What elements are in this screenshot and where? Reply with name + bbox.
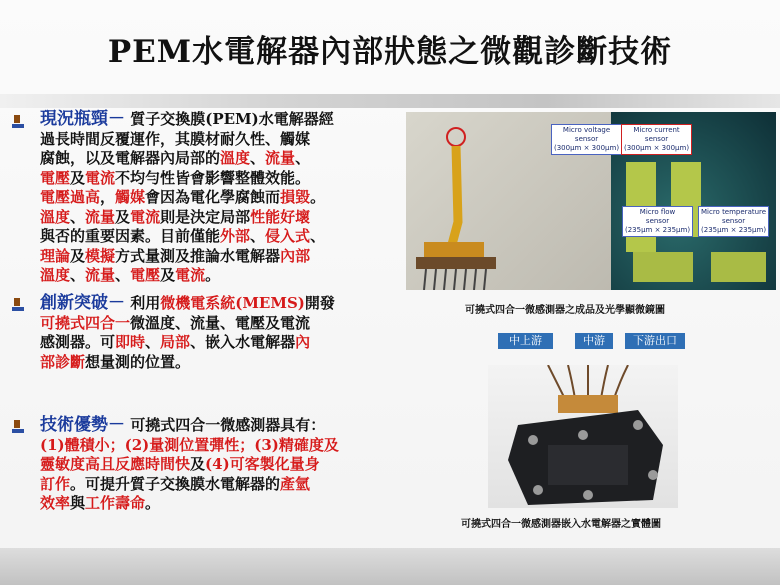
bullet-icon: [12, 420, 24, 434]
electrolyzer-drawing: [488, 365, 678, 508]
text-segment: 、: [250, 149, 266, 167]
text-segment: 可撓式四合一: [40, 313, 131, 332]
sensor-photo-and-micrograph: [406, 112, 776, 290]
text-segment: 訂作: [40, 474, 71, 493]
section-innovation: [40, 294, 335, 372]
text-segment: 性能好壞: [250, 207, 311, 226]
text-segment: 則是決定局部: [160, 207, 251, 226]
text-segment: 微機電系統(MEMS): [160, 294, 305, 312]
text-segment: 及: [70, 246, 86, 265]
text-segment: 電壓: [40, 168, 71, 187]
footer-bar: [0, 548, 780, 585]
section-line: [40, 455, 339, 475]
figure1-caption: 可撓式四合一微感測器之成品及光學顯微鏡圖: [465, 305, 665, 316]
text-segment: 感測器。可: [40, 333, 116, 351]
text-segment: 與: [70, 494, 86, 512]
label-micro-flow: Micro flow sensor (235μm × 235μm): [622, 206, 693, 237]
bullet-icon: [12, 115, 24, 129]
text-segment: 理論: [40, 246, 71, 265]
text-segment: 、: [70, 266, 86, 284]
text-segment: 侵入式: [265, 227, 311, 245]
text-segment: 溫度: [220, 149, 251, 167]
text-segment: 及: [70, 168, 86, 187]
text-segment: 想量測的位置。: [85, 352, 191, 371]
tag-upper-midstream: 中上游: [498, 333, 553, 349]
section-heading: 技術優勢－: [40, 415, 125, 435]
text-segment: 。: [205, 266, 221, 284]
text-segment: 。可提升質子交換膜水電解器的: [70, 474, 281, 493]
text-segment: 、: [115, 266, 131, 284]
text-segment: 利用: [125, 294, 161, 312]
section-line: [40, 294, 335, 314]
section-line: [40, 475, 339, 495]
text-segment: 及: [115, 207, 131, 226]
section-line: [40, 227, 334, 247]
text-segment: (4)可客製化量身: [205, 455, 320, 473]
text-segment: 、: [145, 333, 161, 351]
text-segment: 、: [295, 149, 311, 167]
bullet-icon: [12, 298, 24, 312]
text-segment: 、: [250, 227, 266, 245]
text-segment: 模擬: [85, 246, 116, 265]
section-current-bottleneck: [40, 110, 334, 286]
text-segment: 即時: [115, 333, 146, 351]
section-line: [40, 130, 334, 150]
text-segment: 損毀: [280, 188, 311, 206]
section-line: [40, 247, 334, 267]
figure2-caption: 可撓式四合一微感測器嵌入水電解器之實體圖: [461, 519, 661, 530]
text-segment: 腐蝕，以及電解器內局部的: [40, 149, 221, 167]
text-segment: 工作壽命: [85, 494, 146, 512]
tag-downstream-outlet: 下游出口: [625, 333, 685, 349]
text-segment: 質子交換膜(PEM)水電解器經: [125, 110, 334, 128]
text-segment: 過長時間反覆運作，其膜材耐久性、觸媒: [40, 129, 311, 148]
slide-title: PEM水電解器內部狀態之微觀診斷技術: [107, 34, 673, 70]
section-line: [40, 208, 334, 228]
text-segment: 流量: [85, 207, 116, 226]
section-heading: 創新突破－: [40, 293, 125, 313]
text-segment: 電壓過高: [40, 188, 101, 206]
text-segment: 微溫度、流量、電壓及電流: [130, 313, 311, 332]
text-segment: 。: [310, 188, 326, 206]
text-segment: 內部: [280, 246, 311, 265]
section-line: [40, 169, 334, 189]
section-line: [40, 188, 334, 208]
text-segment: 外部: [220, 227, 251, 245]
electrolyzer-embedded-photo: [488, 365, 678, 508]
text-segment: 開發: [304, 294, 335, 312]
text-segment: (1)體積小；(2)量測位置彈性；(3)精確度及: [40, 435, 339, 454]
text-segment: 部診斷: [40, 352, 86, 371]
text-segment: 、嵌入水電解器: [190, 333, 296, 351]
title-divider-bar: [0, 94, 780, 108]
section-line: [40, 314, 335, 334]
label-micro-temperature: Micro temperature sensor (235μm × 235μm): [698, 206, 769, 237]
text-segment: 不均勻性皆會影響整體效能。: [115, 168, 311, 187]
text-segment: 。: [145, 494, 161, 512]
text-segment: 、: [310, 227, 326, 245]
section-line: [40, 416, 339, 436]
flow-sensor-pattern: [633, 252, 693, 282]
text-segment: 電流: [175, 266, 206, 284]
text-segment: 與否的重要因素。目前僅能: [40, 227, 221, 245]
text-segment: 溫度: [40, 266, 71, 284]
text-segment: 電流: [85, 168, 116, 187]
section-line: [40, 266, 334, 286]
label-micro-voltage: Micro voltage sensor (300μm × 300μm): [551, 124, 622, 155]
text-segment: 局部: [160, 333, 191, 351]
text-segment: 可撓式四合一微感測器具有：: [125, 416, 326, 434]
text-segment: 會因為電化學腐蝕而: [145, 188, 281, 206]
section-line: [40, 110, 334, 130]
section-line: [40, 494, 339, 514]
text-segment: 電壓: [130, 266, 161, 284]
section-line: [40, 149, 334, 169]
text-segment: 效率: [40, 494, 71, 512]
section-line: [40, 436, 339, 456]
text-segment: 方式量測及推論水電解器: [115, 246, 281, 265]
section-advantages: [40, 416, 339, 514]
text-segment: ，: [100, 188, 116, 206]
text-segment: 流量: [85, 266, 116, 284]
text-segment: 溫度: [40, 207, 71, 226]
text-segment: 電流: [130, 207, 161, 226]
label-micro-current: Micro current sensor (300μm × 300μm): [621, 124, 692, 155]
text-segment: 內: [295, 333, 311, 351]
section-line: [40, 353, 335, 373]
text-segment: 觸媒: [115, 188, 146, 206]
text-segment: 及: [190, 455, 206, 473]
text-segment: 、: [70, 207, 86, 226]
text-segment: 靈敏度高且反應時間快: [40, 455, 191, 473]
section-heading: 現況瓶頸－: [40, 109, 125, 129]
text-segment: 流量: [265, 149, 296, 167]
text-segment: 產氫: [280, 474, 311, 493]
temperature-sensor-pattern: [711, 252, 766, 282]
tag-midstream: 中游: [575, 333, 613, 349]
section-line: [40, 333, 335, 353]
text-segment: 及: [160, 266, 176, 284]
